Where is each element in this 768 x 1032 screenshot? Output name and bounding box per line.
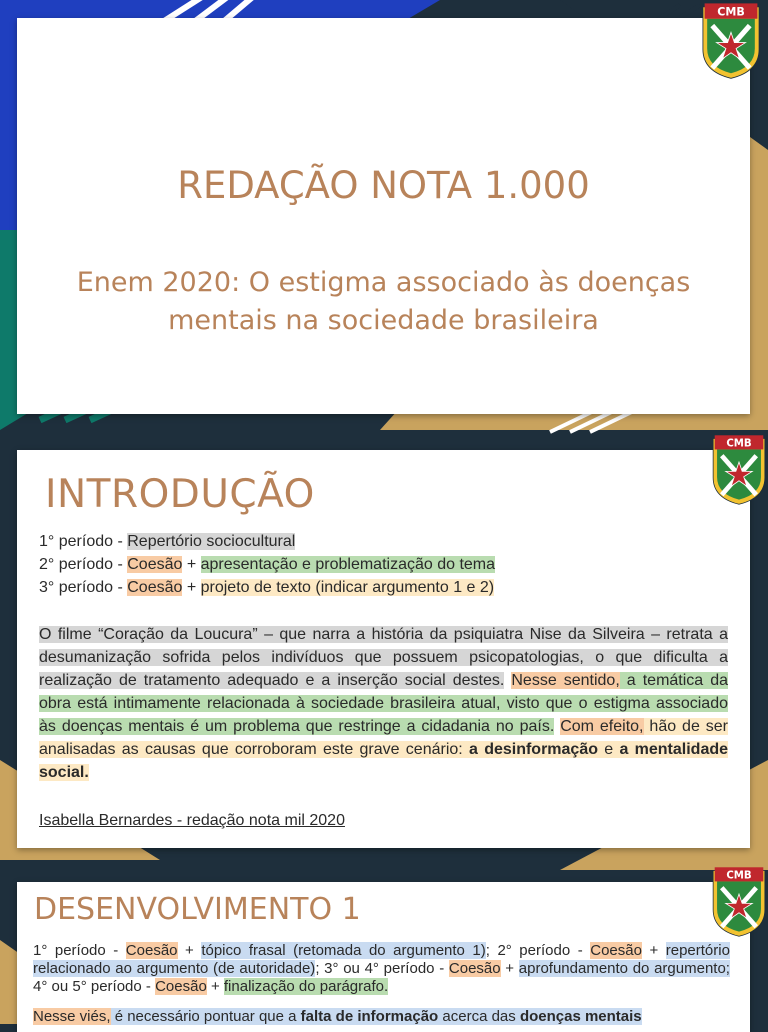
development-paragraph [33, 1008, 730, 1026]
period-item: projeto de texto (indicar argumento 1 e 2) [200, 579, 495, 596]
coesao-tag: Coesão [448, 960, 501, 977]
plus-sign: + [177, 942, 202, 959]
period-2 [39, 553, 495, 576]
coesao-text: Com efeito, [560, 718, 644, 735]
introduction-slide [17, 450, 750, 848]
argument-1: a desinformação [469, 741, 599, 758]
coesao-tag: Coesão [125, 942, 178, 959]
signature: Isabella Bernardes - redação nota mil 2020 [39, 812, 345, 829]
plus-sign: + [182, 556, 201, 573]
coesao-tag: Coesão [590, 942, 642, 959]
closing-tag: finalização do parágrafo. [223, 978, 389, 995]
deepening-tag: aprofundamento do argumento; [518, 960, 730, 977]
topic-text: é necessário pontuar que a [110, 1008, 301, 1025]
plus-sign: + [182, 579, 201, 596]
problematization-text: a temática da obra está intimamente relacionada à sociedade brasileira atual, visto que o estigma associado às doenças mentais é um problema que restringe a cidadania no país. [39, 672, 729, 735]
logo-text: CMB [726, 870, 752, 882]
logo-text: CMB [726, 438, 752, 450]
period-list [39, 530, 495, 599]
period-label: ; 2° período - [485, 942, 591, 959]
coesao-text: Nesse sentido, [511, 672, 620, 689]
period-label: 1° período - [39, 533, 128, 550]
topic-text: acerca das [438, 1008, 520, 1025]
period-1 [39, 530, 495, 553]
topic-bold: doenças mentais [519, 1008, 642, 1025]
development-heading: DESENVOLVIMENTO 1 [34, 892, 361, 927]
introduction-paragraph [39, 623, 728, 784]
period-label: 1° período - [33, 942, 126, 959]
repertoire-text: O filme “Coração da Loucura” – que narra a história da psiquiatra Nise da Silveira – retrata a desumanização sofrida pelos indivíduos que possuem psicopatologias, o que dificulta a realização de tratamento adequado e a inserção social destes. [39, 626, 728, 689]
plus-sign: + [641, 942, 666, 959]
project-text: hão de ser analisadas as causas que corroboram este grave cenário: [39, 718, 728, 758]
connector-text: e [598, 741, 620, 758]
introduction-heading: INTRODUÇÃO [45, 472, 315, 517]
period-label: 3° período - [39, 579, 128, 596]
cmb-logo [694, 0, 768, 80]
cmb-logo [710, 864, 768, 938]
logo-text: CMB [717, 5, 745, 19]
period-label: 2° período - [39, 556, 128, 573]
coesao-tag: Coesão [155, 978, 207, 995]
period-label: ; 3° ou 4° período - [315, 960, 449, 977]
period-item: Repertório sociocultural [127, 533, 296, 550]
development-slide [17, 882, 750, 1032]
period-3 [39, 576, 495, 599]
topic-sentence-tag: tópico frasal (retomada do argumento 1) [201, 942, 486, 959]
coesao-text: Nesse viés, [33, 1008, 111, 1025]
coesao-tag: Coesão [127, 556, 183, 573]
period-label: 4° ou 5° período - [33, 978, 156, 995]
coesao-tag: Coesão [127, 579, 183, 596]
plus-sign: + [500, 960, 519, 977]
repertoire-tag: repertório relacionado ao argumento (de autoridade) [33, 942, 730, 977]
plus-sign: + [206, 978, 224, 995]
title-slide [17, 18, 750, 414]
slide-subtitle: Enem 2020: O estigma associado às doenças mentais na sociedade brasileira [76, 267, 691, 336]
slide-title: REDAÇÃO NOTA 1.000 [177, 164, 590, 207]
argument-2: a mentalidade social. [39, 741, 729, 781]
development-structure [33, 942, 730, 996]
cmb-logo [710, 432, 768, 506]
period-item: apresentação e problematização do tema [200, 556, 496, 573]
topic-bold: falta de informação [300, 1008, 439, 1025]
